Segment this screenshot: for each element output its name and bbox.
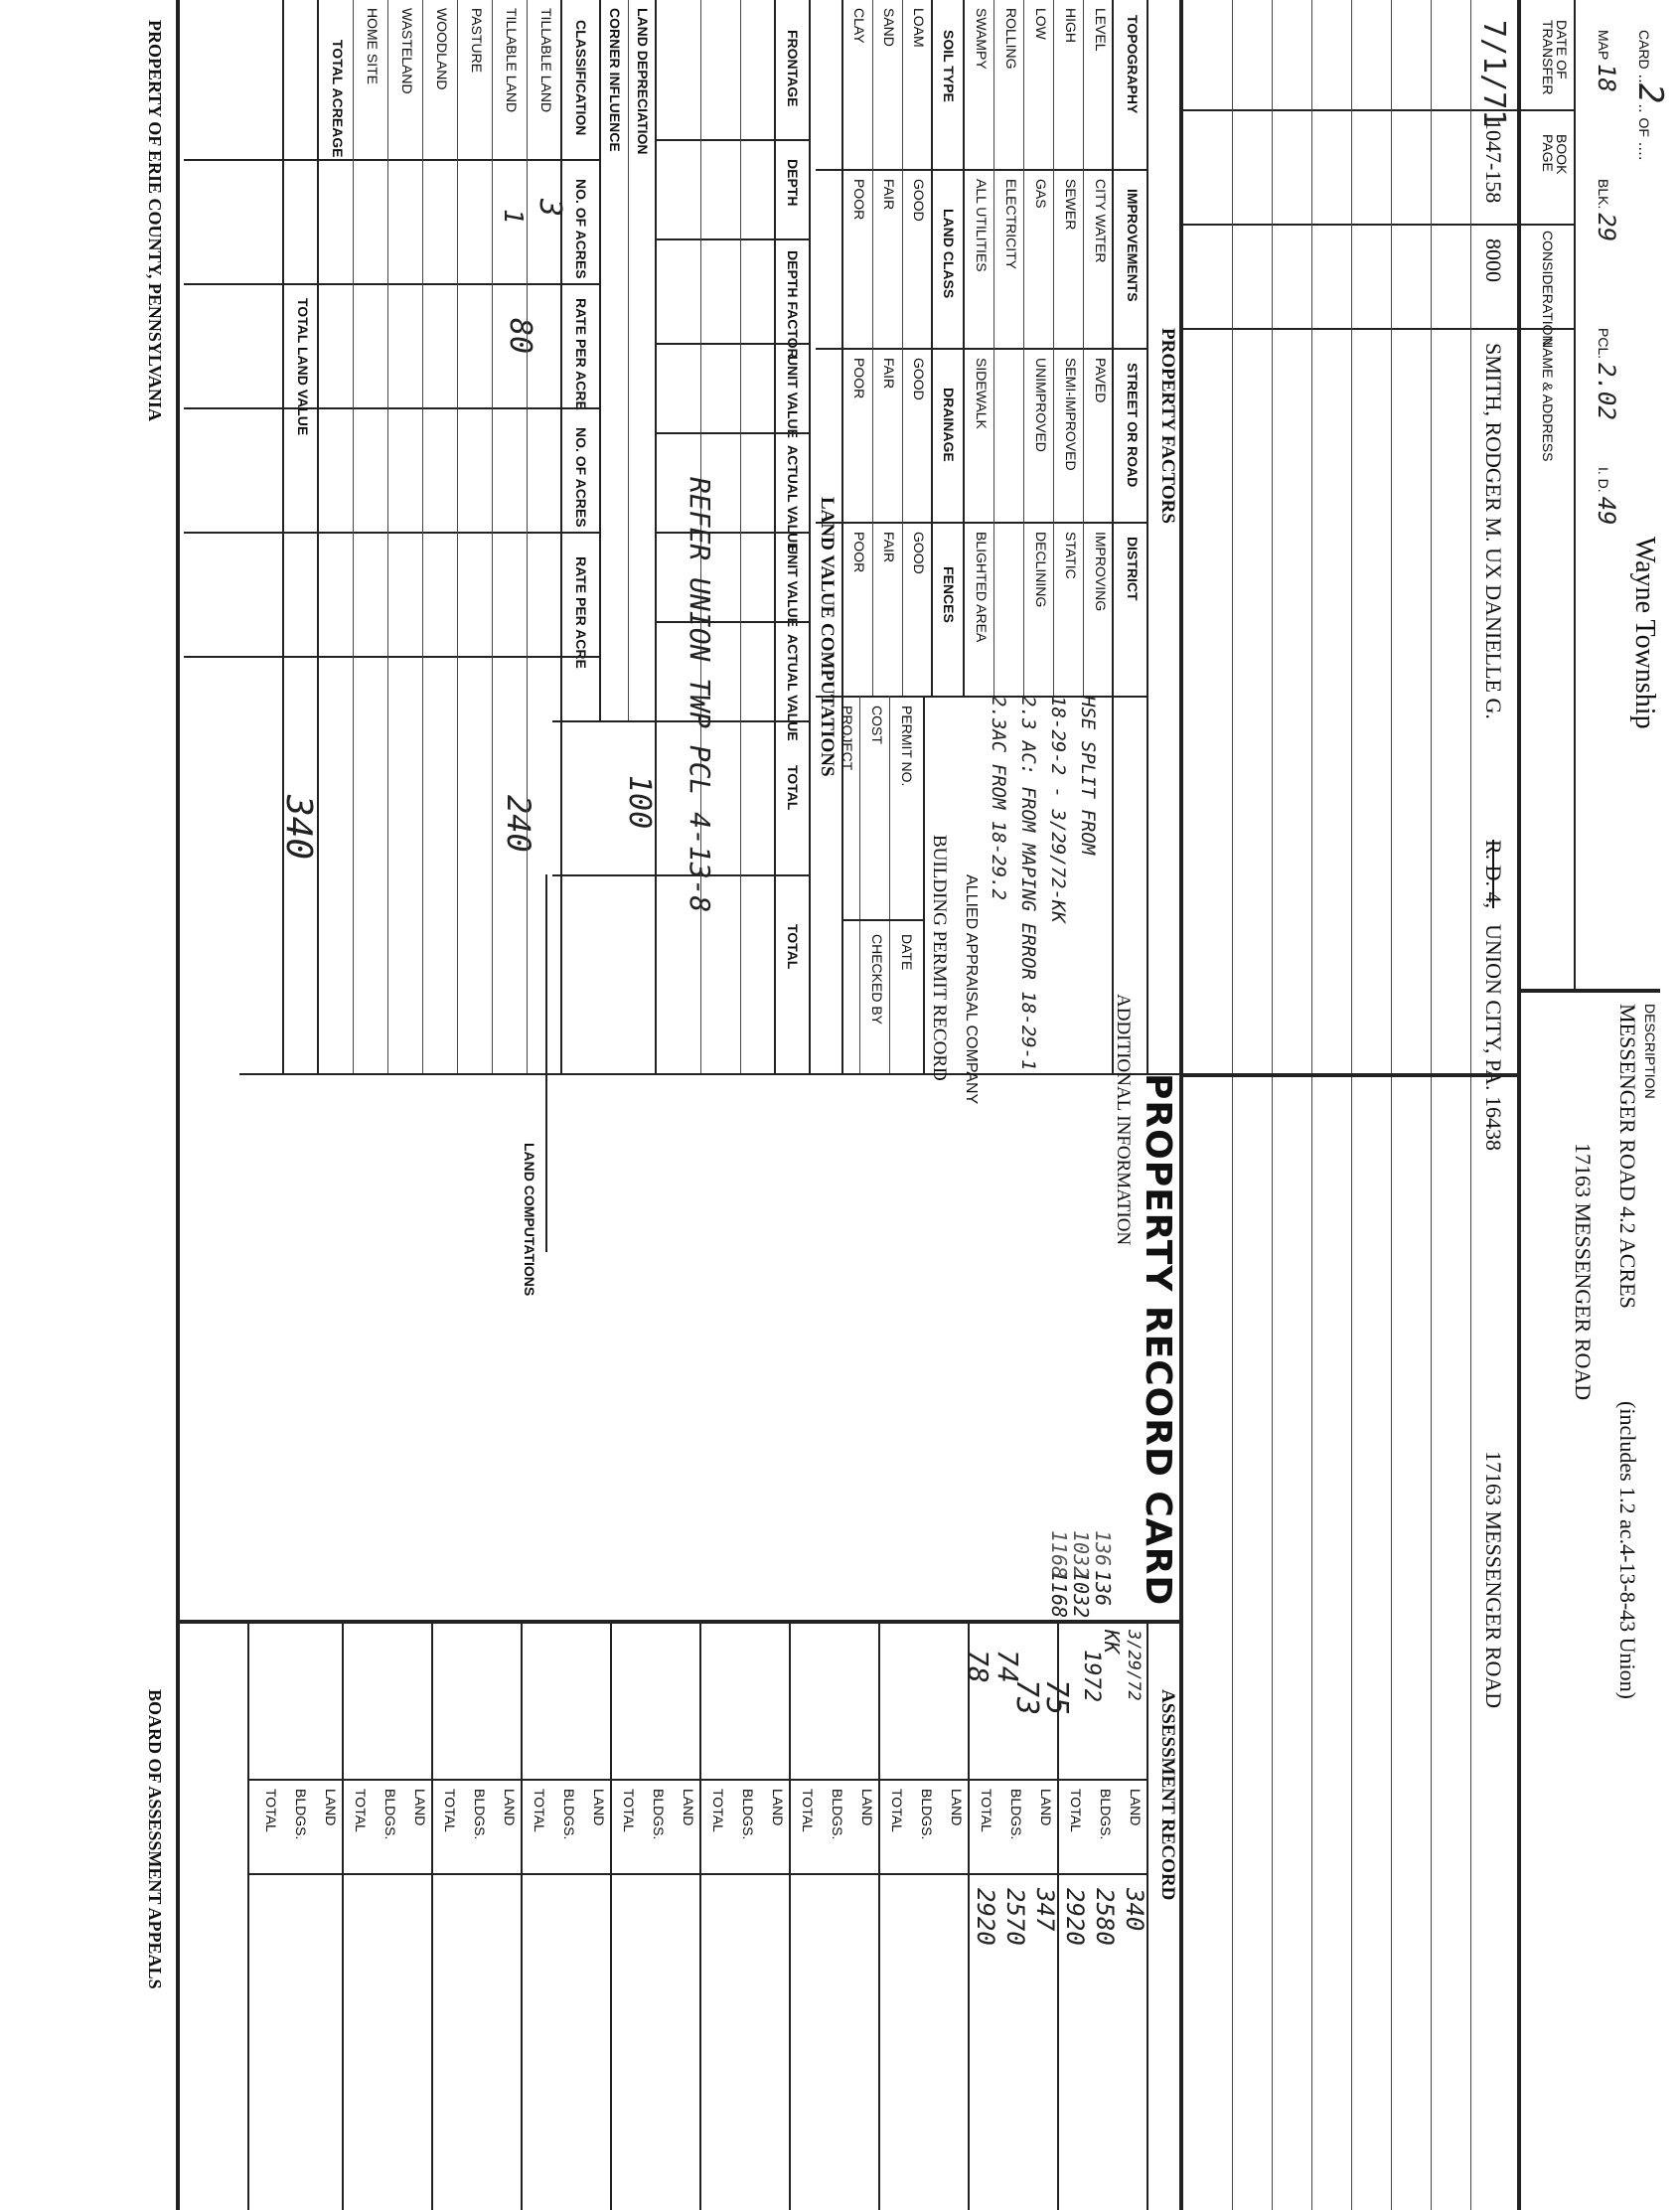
landclass-good: GOOD — [911, 179, 927, 222]
assess-land-4: LAND — [859, 1789, 875, 1826]
map-label: MAP 18 — [1593, 30, 1620, 92]
assess-bldgs-9: BLDGS. — [382, 1789, 398, 1840]
company: ALLIED APPRAISAL COMPANY — [963, 874, 980, 1105]
transfer-date: 7/1/71 — [1476, 20, 1511, 128]
soil-clay: CLAY — [851, 8, 867, 44]
township-title: Wayne Township — [1629, 537, 1660, 729]
hdr-drainage: DRAINAGE — [941, 388, 957, 462]
card-label: CARD ..2.. OF .... — [1630, 30, 1670, 161]
col-name-address: NAME & ADDRESS — [1540, 338, 1556, 462]
hdr-soil: SOIL TYPE — [941, 30, 957, 102]
topo-level: LEVEL — [1093, 8, 1109, 52]
col-consideration: CONSIDERATION — [1540, 231, 1556, 346]
acre-hdr-rate: RATE PER ACRE — [573, 298, 589, 410]
assess-bldgs-3: BLDGS. — [919, 1789, 935, 1840]
hand-note-1: HSE SPLIT FROM — [1077, 696, 1099, 856]
class-tillable-1: TILLABLE LAND — [538, 8, 554, 113]
assess-total-6: TOTAL — [621, 1789, 637, 1832]
hdr-street: STREET OR ROAD — [1125, 363, 1141, 488]
hand-note-2: 18-29-2 - 3/29/72-KK — [1047, 696, 1069, 923]
hand-note-4: 2.3AC FROM 18-29.2 — [988, 696, 1009, 900]
assess-total-2: TOTAL — [979, 1789, 994, 1832]
refer-note: REFER UNION TWP PCL 4-13-8 — [684, 477, 716, 913]
class-pasture: PASTURE — [469, 8, 485, 74]
acre-hdr-rate-2: RATE PER ACRE — [573, 556, 589, 669]
hdr-topography: TOPOGRAPHY — [1125, 15, 1141, 114]
assess-total-3: TOTAL — [889, 1789, 905, 1832]
assess-land-7: LAND — [591, 1789, 607, 1826]
transfer-name: SMITH, RODGER M. UX DANIELLE G. — [1481, 343, 1506, 719]
id-label: I. D. 49 — [1593, 467, 1620, 526]
street-unimproved: UNIMPROVED — [1033, 358, 1049, 452]
permit-cost: COST — [869, 706, 885, 744]
assess-total-9: TOTAL — [353, 1789, 369, 1832]
assess-bldgs-6: BLDGS. — [651, 1789, 667, 1840]
assess-bldgs-1: BLDGS. — [1098, 1789, 1114, 1840]
class-home-site: HOME SITE — [365, 8, 381, 85]
permit-title: BUILDING PERMIT RECORD — [929, 835, 950, 1081]
assess-bldgs-2: BLDGS. — [1008, 1789, 1024, 1840]
class-tillable-2: TILLABLE LAND — [504, 8, 520, 113]
permit-project: PROJECT — [840, 706, 855, 771]
lv-hdr-frontage: FRONTAGE — [785, 30, 801, 107]
hand-note-3: 2.3 AC: FROM MAPING ERROR 18-29-1 — [1017, 696, 1039, 1071]
soil-loam: LOAM — [911, 8, 927, 48]
assess-land-8: LAND — [502, 1789, 518, 1826]
description-line1b: (includes 1.2 ac.4-13-8-43 Union) — [1615, 1401, 1640, 1699]
lv-hdr-actual-value-2: ACTUAL VALUE — [785, 634, 801, 741]
total-land-value-label: TOTAL LAND VALUE — [295, 298, 311, 436]
topo-swampy: SWAMPY — [974, 8, 990, 70]
district-static: STATIC — [1063, 532, 1079, 579]
hdr-improvements: IMPROVEMENTS — [1125, 189, 1141, 302]
year-hand-4: 78 — [962, 1650, 994, 1683]
assess-bldgs-val-1: 2580 — [1091, 1888, 1119, 1946]
imp-electricity: ELECTRICITY — [1003, 179, 1019, 270]
assess-land-1: LAND — [1128, 1789, 1144, 1826]
imp-city-water: CITY WATER — [1093, 179, 1109, 263]
transfer-struck: R. D. 4, — [1481, 840, 1506, 909]
imp-sewer: SEWER — [1063, 179, 1079, 231]
footer-left: PROPERTY OF ERIE COUNTY, PENNSYLVANIA — [145, 20, 165, 421]
assess-land-val-1: 340 — [1121, 1888, 1148, 1932]
assessment-date-note: 3/29/72 — [1124, 1630, 1144, 1701]
pcl-label: PCL. 2.02 — [1593, 328, 1620, 420]
topo-low: LOW — [1033, 8, 1049, 40]
class-total-acreage: TOTAL ACREAGE — [330, 40, 346, 158]
assess-total-4: TOTAL — [800, 1789, 816, 1832]
acre-hdr-acres-2: NO. OF ACRES — [573, 427, 589, 528]
assess-land-9: LAND — [412, 1789, 428, 1826]
street-paved: PAVED — [1093, 358, 1109, 403]
assess-land-6: LAND — [681, 1789, 696, 1826]
tillable-acres-2: 1 — [498, 209, 528, 225]
hdr-district: DISTRICT — [1125, 537, 1141, 601]
assess-total-1: TOTAL — [1068, 1789, 1084, 1832]
permit-date: DATE — [899, 934, 915, 971]
land-depreciation: LAND DEPRECIATION — [635, 8, 651, 155]
assessment-title: ASSESSMENT RECORD — [1157, 1689, 1178, 1901]
permit-checked-by: CHECKED BY — [869, 934, 885, 1026]
lv-hdr-total: TOTAL — [785, 765, 801, 811]
refer-total: 100 — [622, 775, 657, 830]
blk-label: BLK. 29 — [1593, 179, 1620, 242]
land-computations: LAND COMPUTATIONS — [522, 1143, 537, 1297]
landclass-fair: FAIR — [881, 179, 897, 211]
fences-fair: FAIR — [881, 532, 897, 563]
assess-bldgs-5: BLDGS. — [740, 1789, 756, 1840]
col-book-page: BOOK PAGE — [1540, 134, 1570, 175]
district-declining: DECLINING — [1033, 532, 1049, 608]
lv-hdr-actual-value: ACTUAL VALUE — [785, 445, 801, 552]
lv-hdr-total-2: TOTAL — [785, 924, 801, 970]
tillable-rate: 80 — [503, 318, 537, 355]
lv-hdr-depth-factor: DEPTH FACTOR — [785, 250, 801, 359]
street-semi: SEMI-IMPROVED — [1063, 358, 1079, 471]
total-land-value: 340 — [278, 795, 319, 861]
hdr-fences: FENCES — [941, 566, 957, 623]
transfer-street: 17163 MESSENGER ROAD — [1481, 1451, 1506, 1709]
side-numbers-a: 136 1032 1168 — [1047, 1570, 1115, 1619]
tillable-acres: 3 — [533, 199, 567, 218]
description-line1: MESSENGER ROAD 4.2 ACRES — [1615, 1004, 1640, 1309]
drainage-fair: FAIR — [881, 358, 897, 390]
assess-land-3: LAND — [949, 1789, 965, 1826]
district-improving: IMPROVING — [1093, 532, 1109, 612]
assess-total-val-1: 2920 — [1061, 1888, 1089, 1946]
lv-hdr-unit-value: UNIT VALUE — [785, 356, 801, 438]
district-blighted: BLIGHTED AREA — [974, 532, 990, 643]
fences-poor: POOR — [851, 532, 867, 573]
assessment-kk: KK — [1100, 1630, 1124, 1655]
assess-total-val-2: 2920 — [972, 1888, 999, 1946]
drainage-good: GOOD — [911, 358, 927, 400]
year-hand-3: 74 — [992, 1650, 1024, 1683]
assess-bldgs-val-2: 2570 — [1001, 1888, 1029, 1946]
class-wasteland: WASTELAND — [399, 8, 415, 94]
side-numbers-b: 136 1032 1168 — [1047, 1530, 1115, 1579]
assess-land-val-2: 347 — [1031, 1888, 1059, 1932]
assess-bldgs-7: BLDGS. — [561, 1789, 577, 1840]
assessment-year: 1972 — [1079, 1650, 1104, 1702]
description-line2: 17163 MESSENGER ROAD — [1571, 1143, 1596, 1401]
topo-high: HIGH — [1063, 8, 1079, 43]
street-sidewalk: SIDEWALK — [974, 358, 990, 429]
col-date-transfer: DATE OF TRANSFER — [1540, 20, 1570, 95]
lv-hdr-depth: DEPTH — [785, 159, 801, 207]
year-hand-1: 75 — [1039, 1679, 1074, 1716]
description-label: DESCRIPTION — [1642, 1004, 1658, 1099]
property-factors-title: PROPERTY FACTORS — [1157, 328, 1178, 524]
landclass-poor: POOR — [851, 179, 867, 221]
assess-bldgs-4: BLDGS. — [830, 1789, 845, 1840]
transfer-book-page: 1047-158 — [1481, 119, 1506, 204]
topo-rolling: ROLLING — [1003, 8, 1019, 70]
assess-total-7: TOTAL — [532, 1789, 547, 1832]
hdr-land-class: LAND CLASS — [941, 209, 957, 299]
assess-total-10: TOTAL — [263, 1789, 279, 1832]
additional-info: ADDITIONAL INFORMATION — [1113, 994, 1134, 1246]
drainage-poor: POOR — [851, 358, 867, 399]
soil-sand: SAND — [881, 8, 897, 47]
acre-hdr-classification: CLASSIFICATION — [573, 20, 589, 136]
acre-hdr-acres: NO. OF ACRES — [573, 179, 589, 279]
transfer-city: UNION CITY, PA. 16438 — [1481, 924, 1506, 1151]
fences-good: GOOD — [911, 532, 927, 574]
assess-bldgs-10: BLDGS. — [293, 1789, 309, 1840]
corner-influence: CORNER INFLUENCE — [607, 8, 623, 152]
imp-all-utilities: ALL UTILITIES — [974, 179, 990, 272]
assess-total-8: TOTAL — [442, 1789, 458, 1832]
assess-total-5: TOTAL — [710, 1789, 726, 1832]
transfer-consideration: 8000 — [1481, 238, 1506, 282]
footer-right: BOARD OF ASSESSMENT APPEALS — [145, 1689, 165, 1989]
land-value-title: LAND VALUE COMPUTATIONS — [817, 497, 838, 777]
class-woodland: WOODLAND — [434, 8, 450, 90]
lv-hdr-unit-value-2: UNIT VALUE — [785, 545, 801, 627]
assess-land-5: LAND — [770, 1789, 786, 1826]
year-hand-2: 73 — [1009, 1679, 1044, 1716]
imp-gas: GAS — [1033, 179, 1049, 209]
record-title: PROPERTY RECORD CARD — [1138, 1073, 1178, 1607]
assess-land-2: LAND — [1038, 1789, 1054, 1826]
permit-no: PERMIT NO. — [899, 706, 915, 787]
tillable-total: 240 — [500, 795, 537, 853]
assess-bldgs-8: BLDGS. — [472, 1789, 488, 1840]
assess-land-10: LAND — [323, 1789, 339, 1826]
